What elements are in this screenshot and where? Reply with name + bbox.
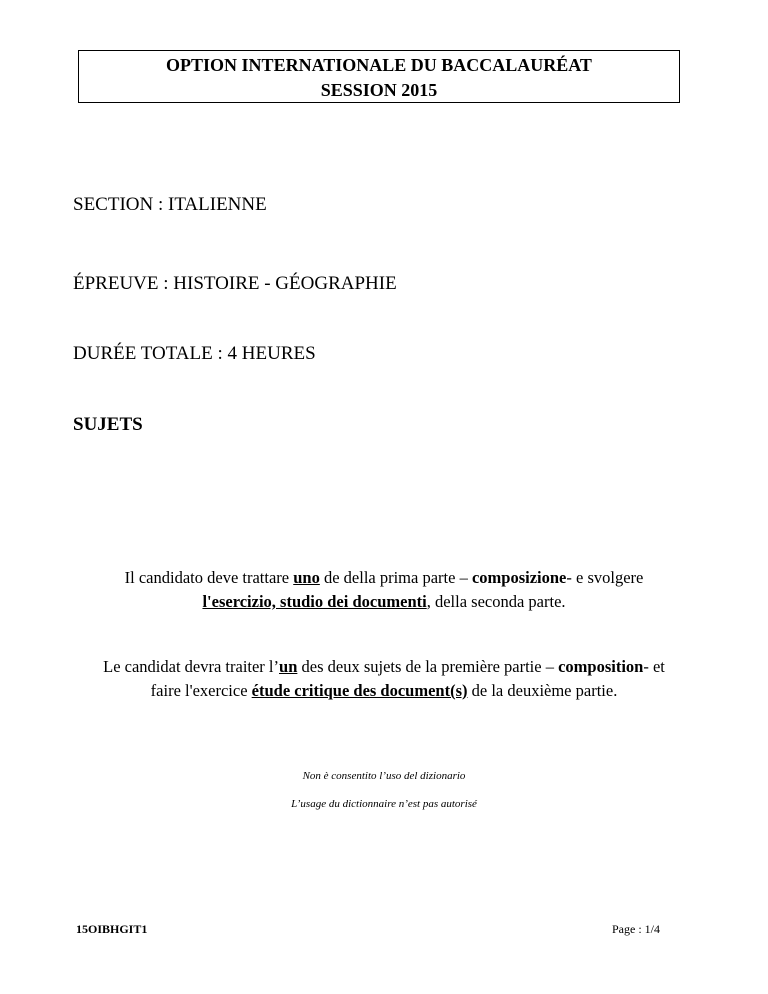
page-number: Page : 1/4	[612, 922, 660, 936]
instr-it-text-e: - e svolgere	[566, 568, 644, 587]
exam-session: SESSION 2015	[320, 80, 438, 100]
sujets-heading: SUJETS	[73, 414, 143, 435]
instr-fr-text-e: - et	[643, 657, 665, 676]
instr-it-uno: uno	[293, 568, 320, 587]
instr-it-esercizio: l'esercizio, studio dei documenti	[202, 592, 427, 611]
duree-label: DURÉE TOTALE : 4 HEURES	[73, 343, 316, 364]
instructions-french	[0, 655, 768, 703]
instr-it-text-g: , della seconda parte.	[426, 592, 566, 611]
instr-fr-text-a: Le candidat devra traiter l’	[103, 657, 280, 676]
instructions-italian	[0, 566, 768, 614]
instr-fr-text-f: faire l'exercice	[150, 681, 252, 700]
instr-it-text-c: de della prima parte –	[319, 568, 472, 587]
instr-fr-etude-critique: étude critique des document(s)	[251, 681, 468, 700]
document-code: 15OIBHGIT1	[76, 922, 148, 936]
instr-fr-composition: composition	[558, 657, 644, 676]
exam-title-box	[78, 50, 680, 103]
instr-fr-text-h: de la deuxième partie.	[467, 681, 618, 700]
instr-it-text-a: Il candidato deve trattare	[124, 568, 294, 587]
dictionary-note-french: L’usage du dictionnaire n’est pas autorisé	[291, 798, 477, 810]
epreuve-label: ÉPREUVE : HISTOIRE - GÉOGRAPHIE	[73, 273, 397, 294]
section-label: SECTION : ITALIENNE	[73, 194, 267, 215]
instr-fr-text-c: des deux sujets de la première partie –	[297, 657, 559, 676]
exam-title: OPTION INTERNATIONALE DU BACCALAURÉAT	[166, 55, 592, 75]
instr-fr-un: un	[279, 657, 298, 676]
dictionary-note-italian: Non è consentito l’uso del dizionario	[302, 770, 466, 782]
instr-it-composizione: composizione	[471, 568, 567, 587]
